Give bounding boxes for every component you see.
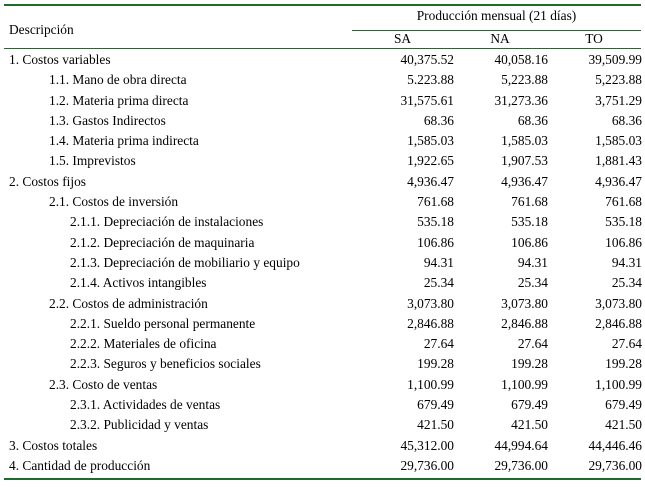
row-value-na: 31,273.36 <box>494 92 548 108</box>
row-label: 2.3. Costo de ventas <box>49 376 158 392</box>
row-value-na: 1,585.03 <box>501 133 548 149</box>
row-value-na: 421.50 <box>511 417 548 433</box>
row-value-sa: 1,585.03 <box>407 133 454 149</box>
row-label: 2.2.1. Sueldo personal permanente <box>70 315 256 331</box>
row-value-na: 29,736.00 <box>494 457 548 473</box>
row-value-sa: 31,575.61 <box>400 92 454 108</box>
row-value-na: 1,100.99 <box>501 376 548 392</box>
row-value-to: 3,073.80 <box>595 295 642 311</box>
table-header <box>4 4 641 48</box>
row-value-sa: 1,100.99 <box>407 376 454 392</box>
row-value-to: 25.34 <box>611 275 642 291</box>
row-value-sa: 679.49 <box>417 397 454 413</box>
row-label: 2.1.3. Depreciación de mobiliario y equipo <box>70 254 300 270</box>
table-row <box>4 70 645 90</box>
table-row <box>4 172 645 192</box>
header-col-na: NA <box>490 31 510 46</box>
row-label: 1. Costos variables <box>9 52 111 67</box>
row-label: 1.3. Gastos Indirectos <box>49 112 166 128</box>
row-label: 2.1. Costos de inversión <box>49 194 179 210</box>
table-body <box>4 50 645 476</box>
header-col-sa: SA <box>393 31 412 46</box>
header-descripcion: Descripción <box>9 22 74 37</box>
row-label: 2.1.4. Activos intangibles <box>70 275 207 291</box>
row-value-sa: 761.68 <box>417 194 454 210</box>
row-value-to: 761.68 <box>605 194 642 210</box>
table-row <box>4 334 645 354</box>
row-value-to: 68.36 <box>611 112 642 128</box>
table-row <box>4 91 645 111</box>
row-value-na: 535.18 <box>511 214 548 230</box>
row-value-na: 199.28 <box>511 356 548 372</box>
header-col-to: TO <box>585 31 603 46</box>
row-label: 2. Costos fijos <box>9 173 87 189</box>
row-value-na: 94.31 <box>517 254 548 270</box>
row-value-na: 68.36 <box>517 112 548 128</box>
subheader-rule <box>352 30 641 31</box>
row-value-to: 5,223.88 <box>595 72 642 88</box>
row-value-sa: 29,736.00 <box>400 457 454 473</box>
row-value-to: 2,846.88 <box>595 315 642 331</box>
row-label: 1.5. Imprevistos <box>49 153 136 169</box>
row-label: 1.4. Materia prima indirecta <box>49 133 199 149</box>
row-value-sa: 27.64 <box>423 336 454 352</box>
table-row <box>4 456 645 476</box>
row-value-na: 761.68 <box>511 194 548 210</box>
row-label: 2.2.3. Seguros y beneficios sociales <box>70 356 261 372</box>
row-value-sa: 199.28 <box>417 356 454 372</box>
row-value-to: 4,936.47 <box>595 173 642 189</box>
row-value-na: 4,936.47 <box>501 173 548 189</box>
row-label: 4. Cantidad de producción <box>9 457 151 473</box>
row-value-sa: 5.223.88 <box>407 72 454 88</box>
table-row <box>4 395 645 415</box>
header-bottom-rule <box>4 48 641 49</box>
row-label: 2.1.2. Depreciación de maquinaria <box>70 234 255 250</box>
table-row <box>4 415 645 435</box>
row-value-na: 27.64 <box>517 336 548 352</box>
row-value-na: 2,846.88 <box>501 315 548 331</box>
row-value-to: 39,509.99 <box>588 52 642 67</box>
table-row <box>4 151 645 171</box>
row-label: 2.1.1. Depreciación de instalaciones <box>70 214 264 230</box>
row-value-sa: 1,922.65 <box>407 153 454 169</box>
row-value-to: 44,446.46 <box>588 437 642 453</box>
row-value-na: 3,073.80 <box>501 295 548 311</box>
row-value-na: 106.86 <box>511 234 548 250</box>
table-row <box>4 212 645 232</box>
row-value-sa: 3,073.80 <box>407 295 454 311</box>
row-value-sa: 106.86 <box>417 234 454 250</box>
row-value-to: 1,100.99 <box>595 376 642 392</box>
row-value-na: 40,058.16 <box>494 52 548 67</box>
row-value-na: 5,223.88 <box>501 72 548 88</box>
bottom-rule <box>4 478 641 480</box>
row-value-sa: 421.50 <box>417 417 454 433</box>
table-row <box>4 273 645 293</box>
row-value-to: 3,751.29 <box>595 92 642 108</box>
row-label: 2.3.1. Actividades de ventas <box>70 397 221 413</box>
row-label: 2.2.2. Materiales de oficina <box>70 336 217 352</box>
row-value-to: 1,585.03 <box>595 133 642 149</box>
row-value-sa: 40,375.52 <box>400 52 454 67</box>
table-row <box>4 314 645 334</box>
row-value-sa: 45,312.00 <box>400 437 454 453</box>
row-value-to: 94.31 <box>611 254 642 270</box>
row-value-sa: 4,936.47 <box>407 173 454 189</box>
table-row <box>4 375 645 395</box>
table-row <box>4 192 645 212</box>
row-value-sa: 535.18 <box>417 214 454 230</box>
header-produccion: Producción mensual (21 días) <box>416 8 577 23</box>
table-row <box>4 436 645 456</box>
row-value-to: 199.28 <box>605 356 642 372</box>
row-value-to: 535.18 <box>605 214 642 230</box>
row-value-to: 106.86 <box>605 234 642 250</box>
row-label: 1.2. Materia prima directa <box>49 92 189 108</box>
row-label: 1.1. Mano de obra directa <box>49 72 187 88</box>
table-row <box>4 111 645 131</box>
row-value-sa: 25.34 <box>423 275 454 291</box>
row-label: 2.3.2. Publicidad y ventas <box>70 417 209 433</box>
table-row <box>4 233 645 253</box>
row-value-to: 679.49 <box>605 397 642 413</box>
row-value-to: 27.64 <box>611 336 642 352</box>
row-value-na: 679.49 <box>511 397 548 413</box>
table-row <box>4 50 645 70</box>
table-row <box>4 253 645 273</box>
row-label: 2.2. Costos de administración <box>49 295 208 311</box>
row-value-sa: 94.31 <box>423 254 454 270</box>
row-value-sa: 2,846.88 <box>407 315 454 331</box>
table-row <box>4 131 645 151</box>
row-value-sa: 68.36 <box>423 112 454 128</box>
row-value-na: 1,907.53 <box>501 153 548 169</box>
table-row <box>4 354 645 374</box>
row-value-to: 421.50 <box>605 417 642 433</box>
row-value-na: 25.34 <box>517 275 548 291</box>
row-label: 3. Costos totales <box>9 437 98 453</box>
table-row <box>4 294 645 314</box>
row-value-to: 29,736.00 <box>588 457 642 473</box>
row-value-to: 1,881.43 <box>595 153 642 169</box>
row-value-na: 44,994.64 <box>494 437 548 453</box>
